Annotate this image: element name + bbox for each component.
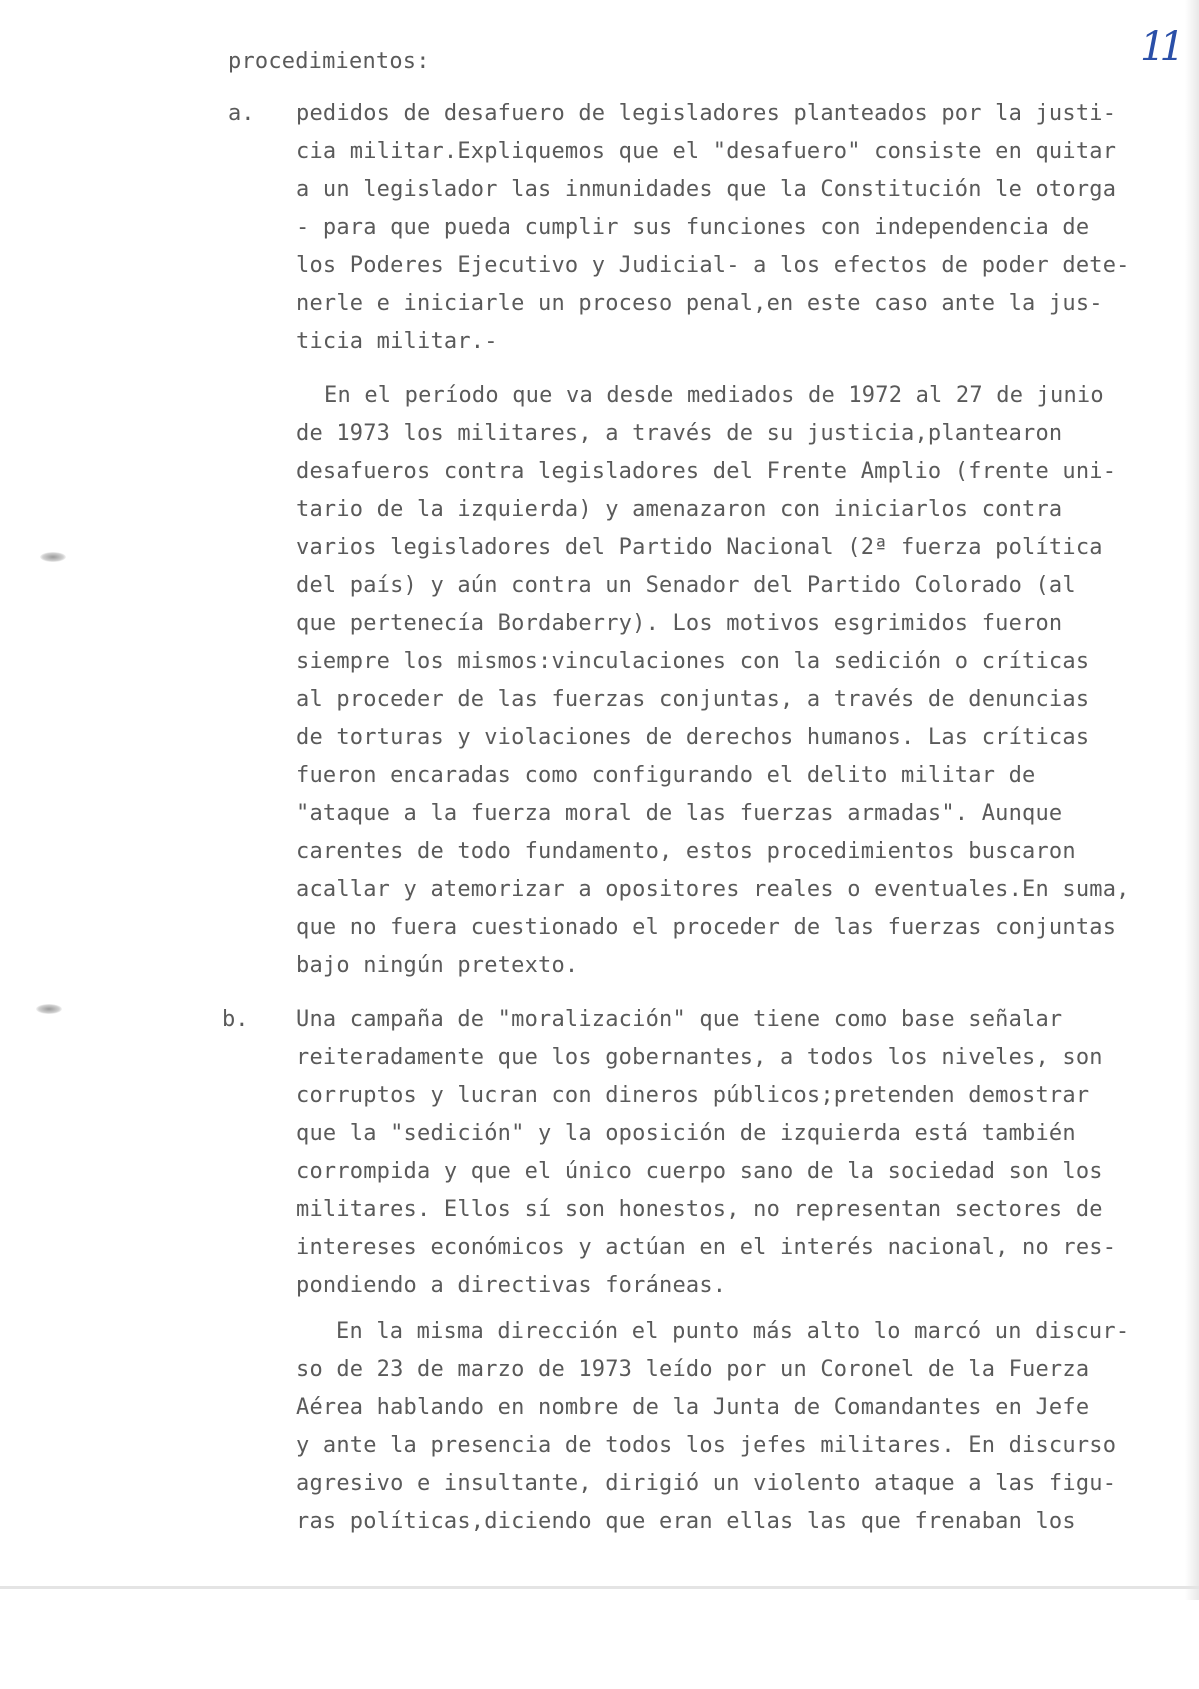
- item-b-line-8: pondiendo a directivas foráneas.: [296, 1273, 727, 1298]
- item-a-line-7: ticia militar.-: [296, 329, 498, 354]
- para-b2-line-1: En la misma dirección el punto más alto lo marcó un discur-: [336, 1319, 1130, 1344]
- scan-edge-shadow: [1185, 0, 1199, 1600]
- para-a2-line-2: de 1973 los militares, a través de su justicia,plantearon: [296, 421, 1063, 446]
- para-a2-line-8: siempre los mismos:vinculaciones con la sedición o críticas: [296, 649, 1090, 674]
- item-a-line-5: los Poderes Ejecutivo y Judicial- a los efectos de poder dete-: [296, 253, 1130, 278]
- para-a2-line-9: al proceder de las fuerzas conjuntas, a través de denuncias: [296, 687, 1090, 712]
- item-a-line-4: - para que pueda cumplir sus funciones con independencia de: [296, 215, 1090, 240]
- para-a2-line-3: desafueros contra legisladores del Frente Amplio (frente uni-: [296, 459, 1117, 484]
- item-b-line-7: intereses económicos y actúan en el interés nacional, no res-: [296, 1235, 1117, 1260]
- para-a2-line-1: En el período que va desde mediados de 1972 al 27 de junio: [324, 383, 1104, 408]
- heading: procedimientos:: [228, 49, 430, 74]
- para-a2-line-11: fueron encaradas como configurando el delito militar de: [296, 763, 1036, 788]
- item-b-line-2: reiteradamente que los gobernantes, a todos los niveles, son: [296, 1045, 1103, 1070]
- para-a2-line-4: tario de la izquierda) y amenazaron con iniciarlos contra: [296, 497, 1063, 522]
- punch-hole-mark-lower: [36, 1004, 62, 1014]
- para-a2-line-5: varios legisladores del Partido Nacional (2ª fuerza política: [296, 535, 1103, 560]
- item-a-line-2: cia militar.Expliquemos que el "desafuero" consiste en quitar: [296, 139, 1117, 164]
- para-a2-line-13: carentes de todo fundamento, estos procedimientos buscaron: [296, 839, 1076, 864]
- para-b2-line-6: ras políticas,diciendo que eran ellas las que frenaban los: [296, 1509, 1076, 1534]
- item-b-line-6: militares. Ellos sí son honestos, no representan sectores de: [296, 1197, 1103, 1222]
- item-a-line-6: nerle e iniciarle un proceso penal,en este caso ante la jus-: [296, 291, 1103, 316]
- para-a2-line-12: "ataque a la fuerza moral de las fuerzas armadas". Aunque: [296, 801, 1063, 826]
- item-b-line-1: Una campaña de "moralización" que tiene como base señalar: [296, 1007, 1063, 1032]
- punch-hole-mark-upper: [40, 552, 66, 562]
- para-b2-line-4: y ante la presencia de todos los jefes militares. En discurso: [296, 1433, 1117, 1458]
- para-a2-line-16: bajo ningún pretexto.: [296, 953, 579, 978]
- para-a2-line-10: de torturas y violaciones de derechos humanos. Las críticas: [296, 725, 1090, 750]
- para-a2-line-15: que no fuera cuestionado el proceder de las fuerzas conjuntas: [296, 915, 1117, 940]
- item-b-line-5: corrompida y que el único cuerpo sano de la sociedad son los: [296, 1159, 1103, 1184]
- page-number: 11: [1140, 24, 1179, 70]
- para-a2-line-14: acallar y atemorizar a opositores reales o eventuales.En suma,: [296, 877, 1130, 902]
- para-b2-line-3: Aérea hablando en nombre de la Junta de Comandantes en Jefe: [296, 1395, 1090, 1420]
- item-a-line-1: pedidos de desafuero de legisladores planteados por la justi-: [296, 101, 1117, 126]
- item-b-line-4: que la "sedición" y la oposición de izquierda está también: [296, 1121, 1076, 1146]
- scan-bottom-edge: [0, 1586, 1199, 1589]
- para-b2-line-5: agresivo e insultante, dirigió un violento ataque a las figu-: [296, 1471, 1117, 1496]
- item-b-line-3: corruptos y lucran con dineros públicos;pretenden demostrar: [296, 1083, 1090, 1108]
- item-a-marker: a.: [228, 101, 255, 126]
- para-a2-line-7: que pertenecía Bordaberry). Los motivos esgrimidos fueron: [296, 611, 1063, 636]
- item-b-marker: b.: [222, 1007, 249, 1032]
- para-b2-line-2: so de 23 de marzo de 1973 leído por un Coronel de la Fuerza: [296, 1357, 1090, 1382]
- para-a2-line-6: del país) y aún contra un Senador del Partido Colorado (al: [296, 573, 1076, 598]
- item-a-line-3: a un legislador las inmunidades que la Constitución le otorga: [296, 177, 1117, 202]
